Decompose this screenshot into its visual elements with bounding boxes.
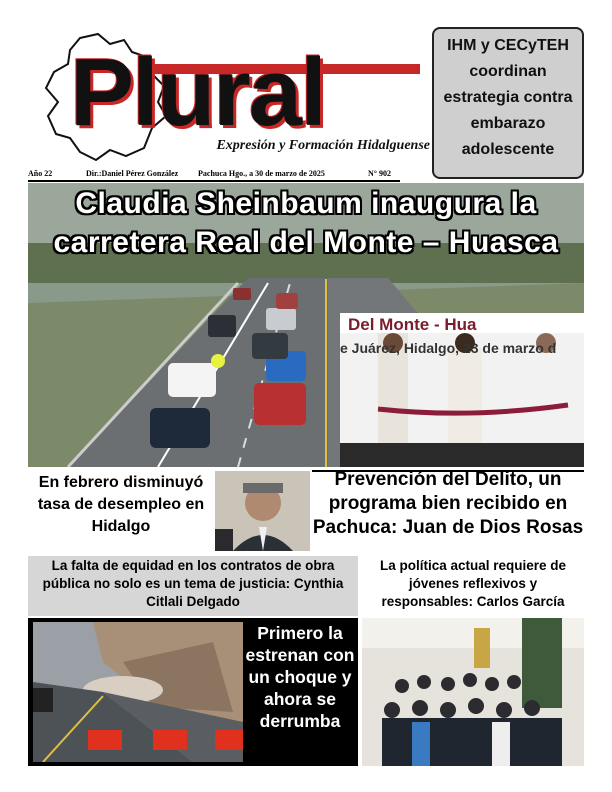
slogan: Expresión y Formación Hidalguense	[216, 138, 430, 153]
director-label: Dir.:Daniel Pérez González	[86, 169, 179, 178]
official-portrait	[215, 471, 310, 551]
year-label: Año 22	[28, 169, 53, 178]
equity-story[interactable]: La falta de equidad en los contratos de obra pública no solo es un tema de justicia: Cynthia Citlali Delgado	[42, 558, 344, 609]
issue-number: N° 902	[368, 169, 391, 178]
unemployment-story[interactable]: En febrero disminuyó tasa de desempleo en Hidalgo	[37, 474, 205, 535]
top-story-headline[interactable]: IHM y CECyTEH coordinan estrategia contra embarazo adolescente	[443, 37, 573, 158]
crime-prevention-story[interactable]: Prevención del Delito, un programa bien recibido en Pachuca: Juan de Dios Rosas	[312, 469, 584, 538]
main-headline[interactable]: Claudia Sheinbaum inaugura la carretera Real del Monte – Huasca	[53, 187, 559, 259]
masthead-divider	[28, 180, 400, 182]
place-date-label: Pachuca Hgo., a 30 de marzo de 2025	[198, 169, 325, 178]
issue-info-bar	[28, 167, 400, 181]
photo-caption-text: e Juárez, Hidalgo, 23 de marzo d	[340, 340, 557, 356]
youth-story[interactable]: La política actual requiere de jóvenes reflexivos y responsables: Carlos García	[379, 558, 567, 609]
landslide-photo[interactable]	[33, 622, 243, 762]
newspaper-logo[interactable]: Plural	[70, 39, 325, 146]
group-photo[interactable]	[362, 618, 584, 766]
landslide-story[interactable]: Primero la estrenan con un choque y ahora se derrumba	[245, 623, 355, 731]
photo-banner-text: Del Monte - Hua	[348, 315, 477, 334]
